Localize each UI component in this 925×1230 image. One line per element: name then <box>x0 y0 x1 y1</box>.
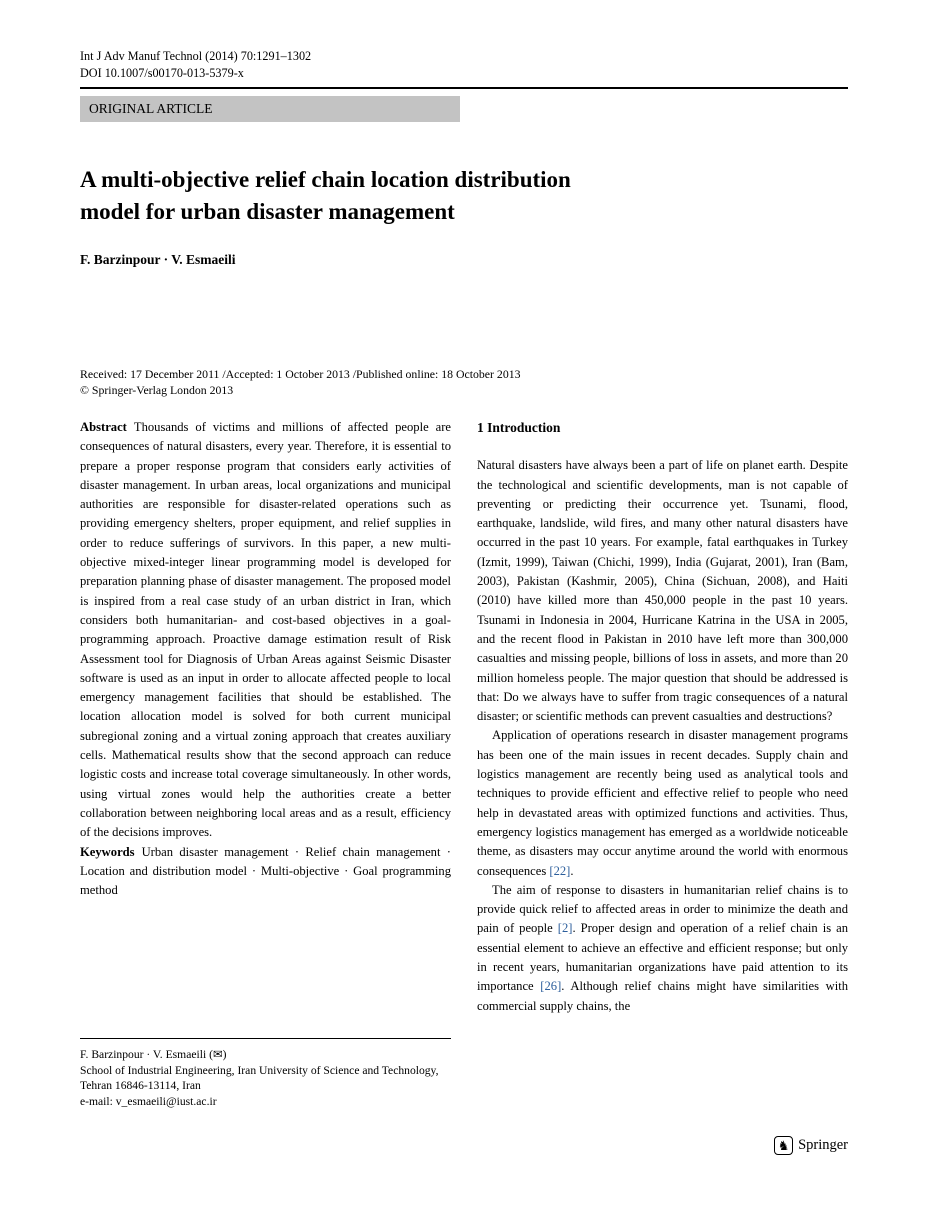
page-title-line-2: model for urban disaster management <box>80 198 455 224</box>
footnote-author-names: F. Barzinpour · V. Esmaeili <box>80 1048 207 1061</box>
citation-link[interactable]: [2] <box>557 921 573 936</box>
received-dates: Received: 17 December 2011 /Accepted: 1 October 2013 /Published online: 18 October 2013 <box>80 367 521 381</box>
abstract-label: Abstract <box>80 420 127 434</box>
publisher-name: Springer <box>798 1137 848 1153</box>
author-footnote <box>80 1038 451 1109</box>
page-title-line-1: A multi-objective relief chain location distribution <box>80 167 571 192</box>
abstract-text: Thousands of victims and millions of affected people are consequences of natural disasters, every year. Therefore, it is essential to prepare a proper response program that considers early activities of disaster management. In urban areas, local organizations and municipal authorities are responsible for disaster-related operations such as providing emergency shelters, proper equipment, and relief supplies in order to reduce sufferings of survivors. In this paper, a new multi-objective mixed-integer linear programming model is developed for preparation planning phase of disaster management. The proposed model is inspired from a real case study of an urban district in Iran, which considers both humanitarian- and cost-based objectives in a goal-programming approach. Proactive damage estimation result of Risk Assessment tool for Diagnosis of Urban Areas against Seismic Disaster software is used as an input in order to allocate affected people to local emergency management facilities that should be established. The location allocation model is solved for both current municipal subregional zoning and a virtual zoning approach that creates auxiliary cells. Mathematical results show that the second approach can reduce logistic costs and increase total coverage simultaneously. In other words, using virtual zones would help the authorities create a better collaboration between neighboring local areas and as a result, efficiency of the decisions improves. <box>80 420 451 840</box>
article-type-banner: ORIGINAL ARTICLE <box>80 96 460 122</box>
citation-link[interactable]: [26] <box>540 979 562 994</box>
copyright-line: © Springer-Verlag London 2013 <box>80 383 234 397</box>
springer-logo-icon: ♞ <box>774 1136 793 1155</box>
left-column <box>80 418 451 1016</box>
page-title <box>80 164 571 227</box>
intro-paragraph-2: Application of operations research in disaster management programs has been one of the main issues in recent decades. Supply chain and logistics management are recently being used as analytical tools and techniques to provide efficient and effective relief to people who need help in devastated areas with optimized functions and activities. Thus, emergency logistics management has emerged as a worldwide noticeable theme, as disasters may occur anytime around the world with enormous consequences [22]. <box>477 728 848 878</box>
section-heading-introduction: 1 Introduction <box>477 420 561 435</box>
envelope-icon: (✉) <box>209 1048 227 1061</box>
intro-paragraph-1: Natural disasters have always been a part of life on planet earth. Despite the technological and scientific developments, man is not capable of preventing or predicting their occurrence yet. Tsunami, flood, earthquake, landslide, wild fires, and many other natural disasters have occurred in the past 10 years. For example, fatal earthquakes in Turkey (Izmit, 1999), Taiwan (Chichi, 1999), India (Gujarat, 2001), Iran (Bam, 2003), Pakistan (Kashmir, 2005), China (Sichuan, 2008), and Haiti (2010) have killed more than 450,000 people in the past 10 years. Tsunami in Indonesia in 2004, Hurricane Katrina in the USA in 2005, and the recent flood in Pakistan in 2010 have left more than 300,000 casualties and missing people, billions of loss in assets, and more than 20 million homeless people. The major question that should be addressed is that: Do we always have to suffer from tragic consequences of a natural disaster; or scientific methods can prevent casualties and destructions? <box>477 458 848 724</box>
footnote-email: e-mail: v_esmaeili@iust.ac.ir <box>80 1094 217 1108</box>
header-divider <box>80 87 848 89</box>
right-column <box>477 418 848 1016</box>
footnote-divider <box>80 1038 451 1039</box>
doi-line: DOI 10.1007/s00170-013-5379-x <box>80 66 244 80</box>
keywords-label: Keywords <box>80 844 135 859</box>
publisher-mark <box>774 1136 848 1155</box>
footnote-authors <box>80 1047 451 1063</box>
body-columns <box>80 418 848 1016</box>
keywords-paragraph <box>80 843 451 901</box>
abstract-paragraph <box>80 418 451 843</box>
journal-reference: Int J Adv Manuf Technol (2014) 70:1291–1302 <box>80 49 312 63</box>
intro-paragraph-3: The aim of response to disasters in humanitarian relief chains is to provide quick relief to affected areas in order to minimize the death and pain of people [2]. Proper design and operation of a relief chain is an essential element to achieve an effective and efficient response; but only in recent years, humanitarian organizations have paid attention to its importance [26]. Although relief chains might have similarities with commercial supply chains, the <box>477 882 849 1013</box>
keywords-text: Urban disaster management · Relief chain management · Location and distribution model · Multi-objective · Goal programming method <box>80 844 451 898</box>
citation-link[interactable]: [22] <box>549 863 571 878</box>
author-byline: F. Barzinpour · V. Esmaeili <box>80 252 236 267</box>
footnote-affiliation: School of Industrial Engineering, Iran University of Science and Technology, Tehran 16846-13114, Iran <box>80 1063 439 1093</box>
